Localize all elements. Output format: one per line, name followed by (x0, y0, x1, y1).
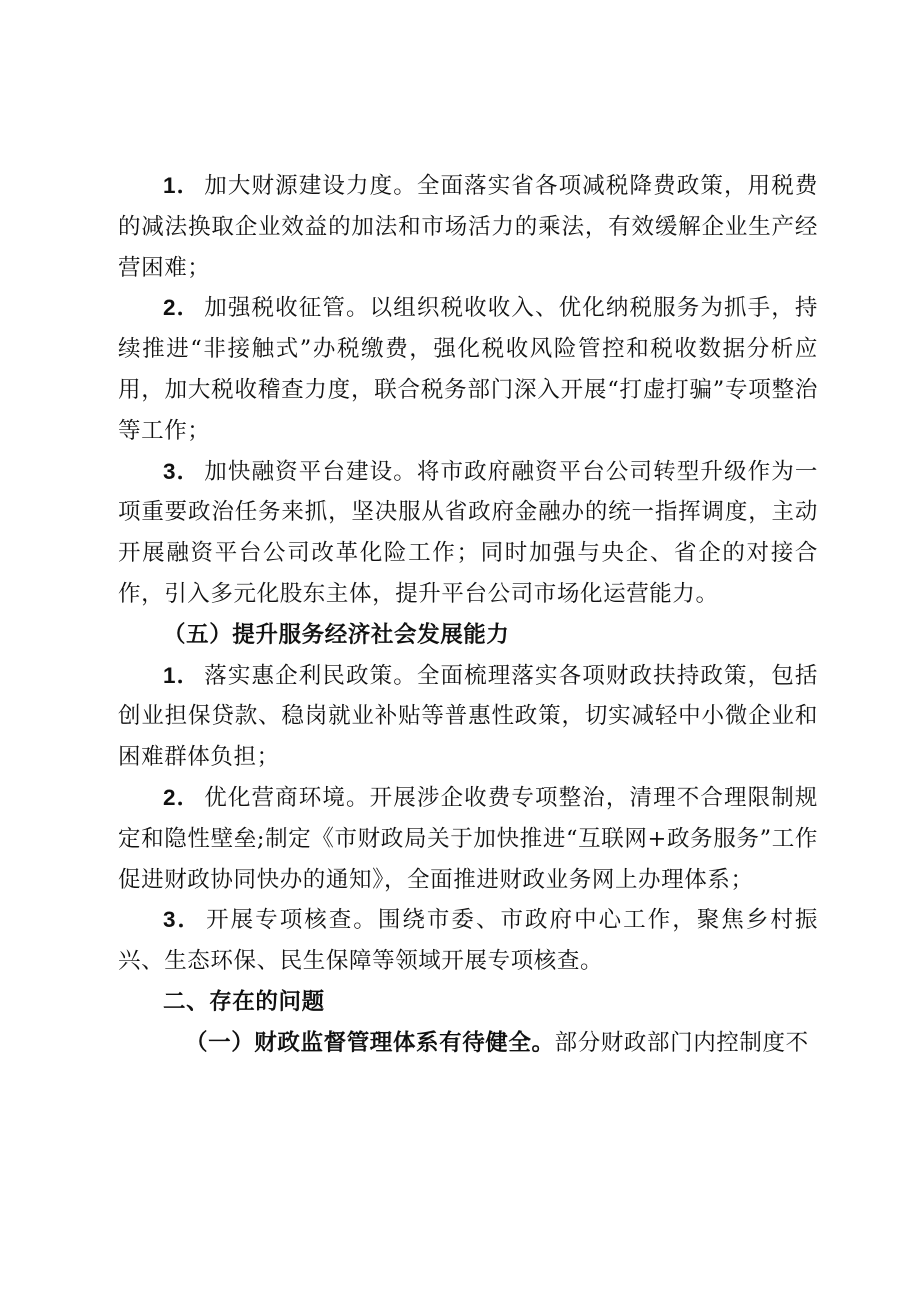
section5-item-2 (118, 778, 818, 900)
sub-heading: （一）财政监督管理体系有待健全。 (185, 1029, 555, 1056)
section2-sub-1 (118, 1023, 818, 1064)
paragraph-text: 加快融资平台建设。将市政府融资平台公司转型升级作为一项重要政治任务来抓，坚决服从省政府金融办的统一指挥调度，主动开展融资平台公司改革化险工作；同时加强与央企、省企的对接合作，引入多元化股东主体，提升平台公司市场化运营能力。 (118, 458, 818, 607)
paragraph-text: 加强税收征管。以组织税收收入、优化纳税服务为抓手，持续推进“非接触式”办税缴费，强化税收风险管控和税收数据分析应用，加大税收稽查力度，联合税务部门深入开展“打虚打骗”专项整治等工作； (118, 295, 818, 444)
section-heading-2: 二、存在的问题 (163, 988, 325, 1015)
section-heading-5: （五）提升服务经济社会发展能力 (163, 621, 510, 648)
paragraph-text: 开展专项核查。围绕市委、市政府中心工作，聚焦乡村振兴、生态环保、民生保障等领域开展专项核查。 (118, 907, 818, 975)
paragraph-text: 加大财源建设力度。全面落实省各项减税降费政策，用税费的减法换取企业效益的加法和市场活力的乘法，有效缓解企业生产经营困难； (118, 173, 818, 281)
item-number: 1． (163, 173, 201, 198)
paragraph-2 (118, 288, 818, 451)
paragraph-text: 落实惠企利民政策。全面梳理落实各项财政扶持政策，包括创业担保贷款、稳岗就业补贴等普惠性政策，切实减轻中小微企业和困难群体负担； (118, 662, 818, 771)
section5-item-3 (118, 900, 818, 982)
item-number: 1． (163, 662, 201, 688)
item-number: 2． (163, 295, 201, 321)
section5-item-1 (118, 656, 818, 778)
item-number: 3． (163, 907, 203, 933)
paragraph-text: 优化营商环境。开展涉企收费专项整治，清理不合理限制规定和隐性壁垒;制定《市财政局关于加快推进“互联网+政务服务”工作促进财政协同快办的通知》，全面推进财政业务网上办理体系； (118, 784, 818, 893)
paragraph-1 (118, 166, 818, 288)
item-number: 2． (163, 784, 201, 810)
paragraph-3 (118, 452, 818, 615)
document-page (118, 166, 818, 1064)
paragraph-text: 部分财政部门内控制度不 (554, 1029, 809, 1056)
item-number: 3． (163, 458, 201, 484)
